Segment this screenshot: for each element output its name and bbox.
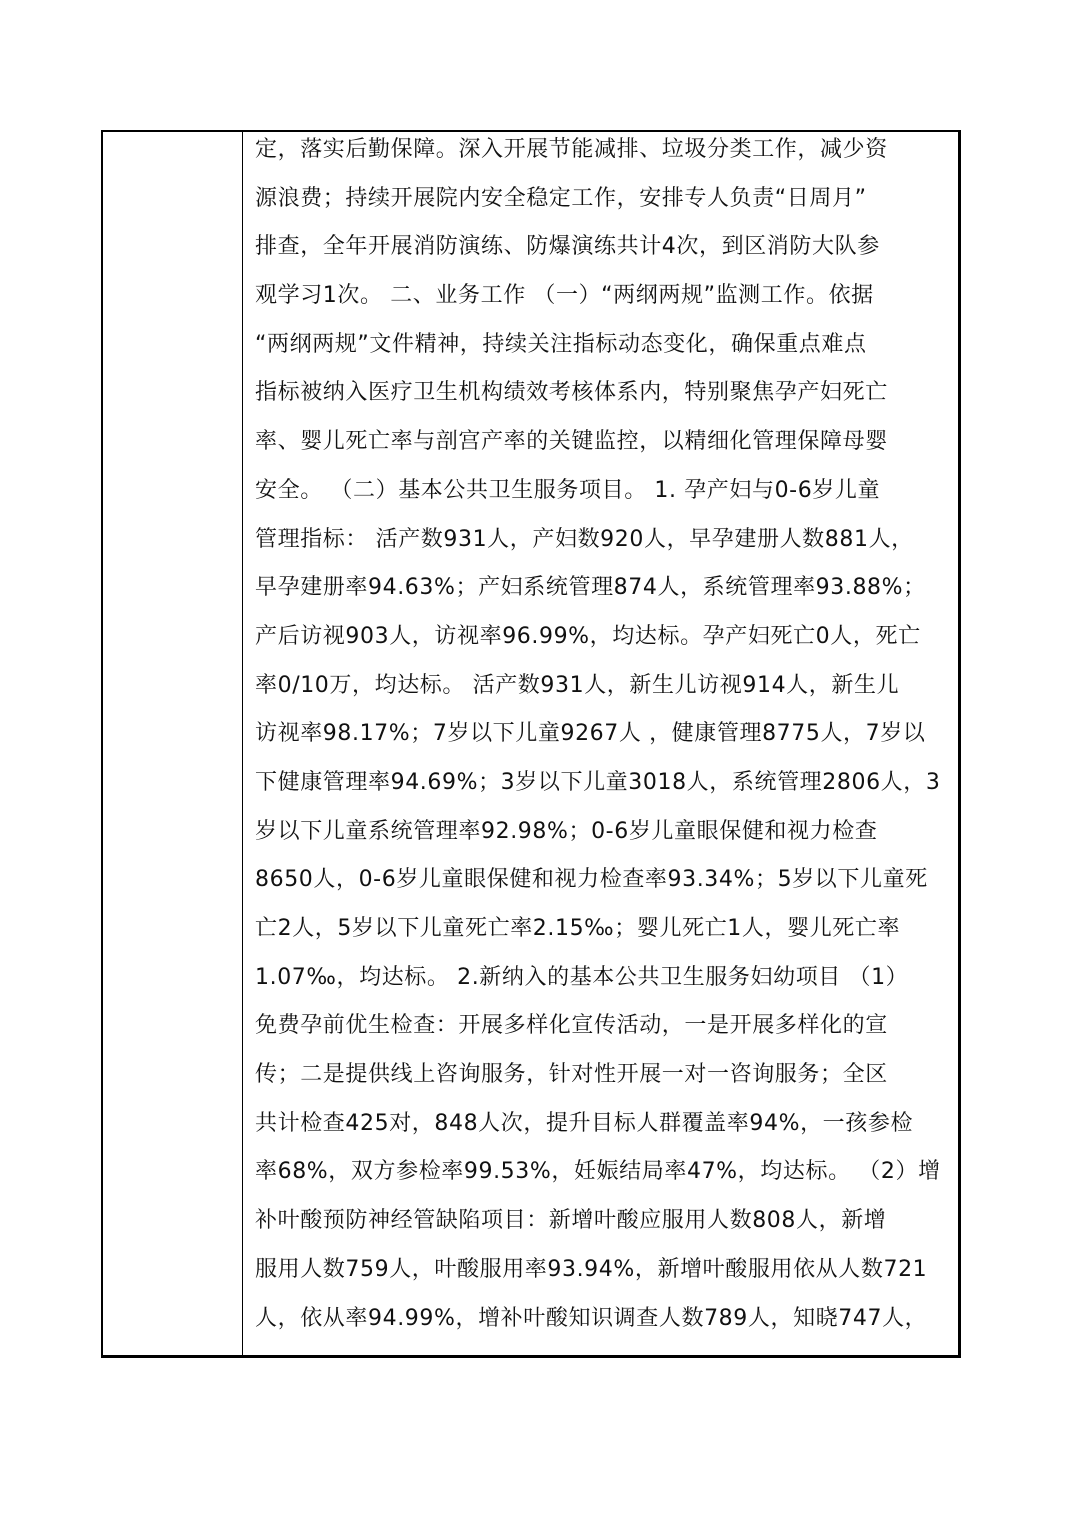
text-line: 指标被纳入医疗卫生机构绩效考核体系内，特别聚焦孕产妇死亡	[255, 380, 888, 406]
table-label-cell	[103, 132, 243, 1355]
text-line: 1.07‰，均达标。 2.新纳入的基本公共卫生服务妇幼项目 （1）	[255, 964, 909, 990]
text-line: 亡2人，5岁以下儿童死亡率2.15‰；婴儿死亡1人，婴儿死亡率	[255, 916, 901, 941]
text-line: 早孕建册率94.63%；产妇系统管理874人，系统管理率93.88%；	[255, 575, 926, 601]
text-line: 源浪费；持续开展院内安全稳定工作，安排专人负责“日周月”	[255, 185, 867, 211]
text-line: 产后访视903人，访视率96.99%，均达标。孕产妇死亡0人，死亡	[255, 623, 921, 649]
text-line: 率、婴儿死亡率与剖宫产率的关键监控，以精细化管理保障母婴	[255, 429, 888, 455]
text-line: 安全。 （二）基本公共卫生服务项目。 1. 孕产妇与0-6岁儿童	[255, 477, 881, 503]
text-line: 人，依从率94.99%，增补叶酸知识调查人数789人，知晓747人，	[255, 1305, 928, 1331]
text-line: 传；二是提供线上咨询服务，针对性开展一对一咨询服务；全区	[255, 1062, 888, 1088]
text-line: 定，落实后勤保障。深入开展节能减排、垃圾分类工作，减少资	[255, 137, 888, 162]
text-line: 下健康管理率94.69%；3岁以下儿童3018人，系统管理2806人，3	[255, 769, 941, 795]
text-line: 率68%，双方参检率99.53%，妊娠结局率47%，均达标。 （2）增	[255, 1159, 941, 1185]
text-line: 共计检查425对，848人次，提升目标人群覆盖率94%，一孩参检	[255, 1110, 914, 1136]
text-line: 管理指标： 活产数931人，产妇数920人，早孕建册人数881人，	[255, 526, 914, 552]
text-line: 补叶酸预防神经管缺陷项目：新增叶酸应服用人数808人，新增	[255, 1208, 887, 1234]
text-line: 排查，全年开展消防演练、防爆演练共计4次，到区消防大队参	[255, 234, 880, 260]
text-line: 率0/10万，均达标。 活产数931人，新生儿访视914人，新生儿	[255, 672, 900, 698]
text-line: 免费孕前优生检查：开展多样化宣传活动，一是开展多样化的宣	[255, 1013, 888, 1039]
text-line: 8650人，0-6岁儿童眼保健和视力检查率93.34%；5岁以下儿童死	[255, 867, 928, 893]
text-line: 访视率98.17%；7岁以下儿童9267人 ，健康管理8775人，7岁以	[255, 721, 926, 747]
text-line: 观学习1次。 二、业务工作 （一）“两纲两规”监测工作。依据	[255, 283, 874, 309]
table-content-cell	[243, 132, 958, 1355]
document-table	[101, 130, 961, 1358]
text-line: “两纲两规”文件精神，持续关注指标动态变化，确保重点难点	[255, 331, 867, 357]
text-line: 服用人数759人，叶酸服用率93.94%，新增叶酸服用依从人数721	[255, 1256, 928, 1282]
text-line: 岁以下儿童系统管理率92.98%；0-6岁儿童眼保健和视力检查	[255, 818, 878, 844]
